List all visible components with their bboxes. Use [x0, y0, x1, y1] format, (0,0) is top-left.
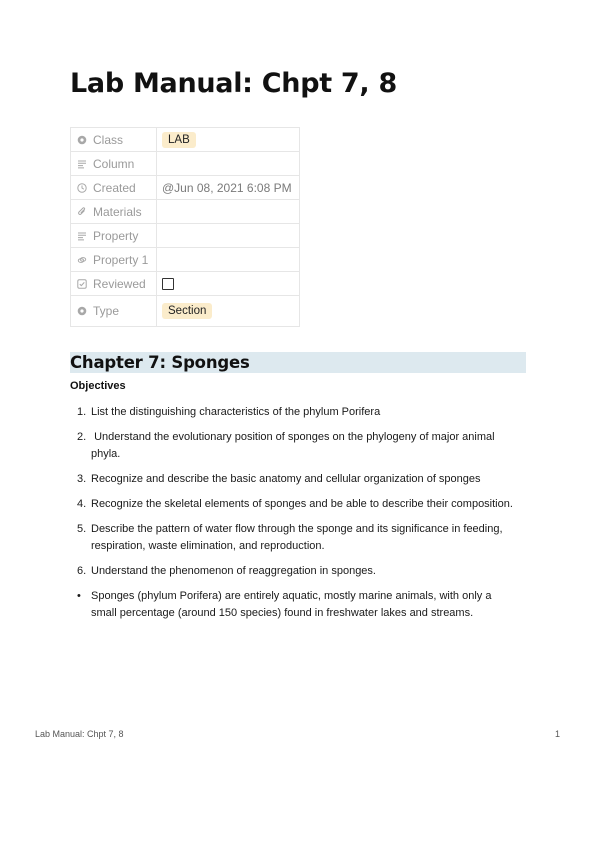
- list-item: [70, 496, 520, 513]
- property-key: Property: [93, 228, 139, 243]
- reviewed-checkbox[interactable]: [162, 278, 174, 290]
- page-title: Lab Manual: Chpt 7, 8: [70, 68, 397, 99]
- checkbox-icon: [77, 279, 87, 289]
- property-key: Column: [93, 156, 135, 171]
- property-value[interactable]: [157, 200, 300, 224]
- property-row-materials: [71, 200, 300, 224]
- property-key: Type: [93, 304, 120, 318]
- bullet-marker: •: [77, 590, 81, 602]
- list-marker: 3.: [77, 473, 87, 485]
- property-key: Property 1: [93, 252, 149, 267]
- clock-icon: [77, 183, 87, 193]
- property-value[interactable]: [157, 224, 300, 248]
- bullet-item: [70, 588, 520, 622]
- footer-title: Lab Manual: Chpt 7, 8: [35, 729, 124, 739]
- properties-table: [70, 127, 300, 327]
- paperclip-icon: [77, 207, 87, 217]
- chapter-heading: Chapter 7: Sponges: [70, 352, 526, 373]
- list-item-text: Sponges (phylum Porifera) are entirely aquatic, mostly marine animals, with only a small percentage (around 150 species) found in freshwater lakes and streams.: [91, 590, 492, 619]
- list-marker: 1.: [77, 406, 87, 418]
- objectives-list: [70, 404, 520, 630]
- list-item-text: Recognize and describe the basic anatomy and cellular organization of sponges: [91, 473, 481, 485]
- property-row-type: [71, 296, 300, 327]
- property-key: Class: [93, 132, 124, 147]
- page-number: 1: [554, 729, 560, 739]
- list-item-text: Understand the phenomenon of reaggregation in sponges.: [91, 565, 376, 577]
- property-key: Materials: [93, 204, 142, 219]
- list-marker: 4.: [77, 498, 87, 510]
- list-item-text: Describe the pattern of water flow through the sponge and its significance in feeding, respiration, waste elimination, and reproduction.: [91, 523, 503, 552]
- property-key: Created: [93, 180, 136, 195]
- list-item-text: Understand the evolutionary position of sponges on the phylogeny of major animal phyla.: [91, 431, 498, 460]
- list-item-text: List the distinguishing characteristics of the phylum Porifera: [91, 406, 381, 418]
- text-lines-icon: [77, 231, 87, 241]
- list-item: [70, 471, 520, 488]
- circle-dot-icon: [77, 135, 87, 145]
- objectives-subheading: Objectives: [70, 380, 126, 392]
- list-marker: 5.: [77, 523, 87, 535]
- list-marker: 2.: [77, 431, 87, 443]
- list-item: [70, 404, 520, 421]
- property-row-created: [71, 176, 300, 200]
- list-item: [70, 429, 520, 463]
- property-value[interactable]: [157, 152, 300, 176]
- link-icon: [77, 255, 87, 265]
- list-item: [70, 563, 520, 580]
- property-row-property-1: [71, 248, 300, 272]
- property-row-column: [71, 152, 300, 176]
- text-lines-icon: [77, 159, 87, 169]
- type-tag[interactable]: Section: [162, 303, 212, 319]
- circle-dot-icon: [77, 306, 87, 316]
- list-marker: 6.: [77, 565, 87, 577]
- list-item: [70, 521, 520, 555]
- property-row-reviewed: [71, 272, 300, 296]
- property-row-class: [71, 128, 300, 152]
- property-row-property: [71, 224, 300, 248]
- list-item-text: Recognize the skeletal elements of sponges and be able to describe their composition.: [91, 498, 513, 510]
- property-value[interactable]: [157, 248, 300, 272]
- property-key: Reviewed: [93, 276, 146, 291]
- class-tag[interactable]: LAB: [162, 132, 196, 148]
- created-date: @Jun 08, 2021 6:08 PM: [157, 176, 300, 200]
